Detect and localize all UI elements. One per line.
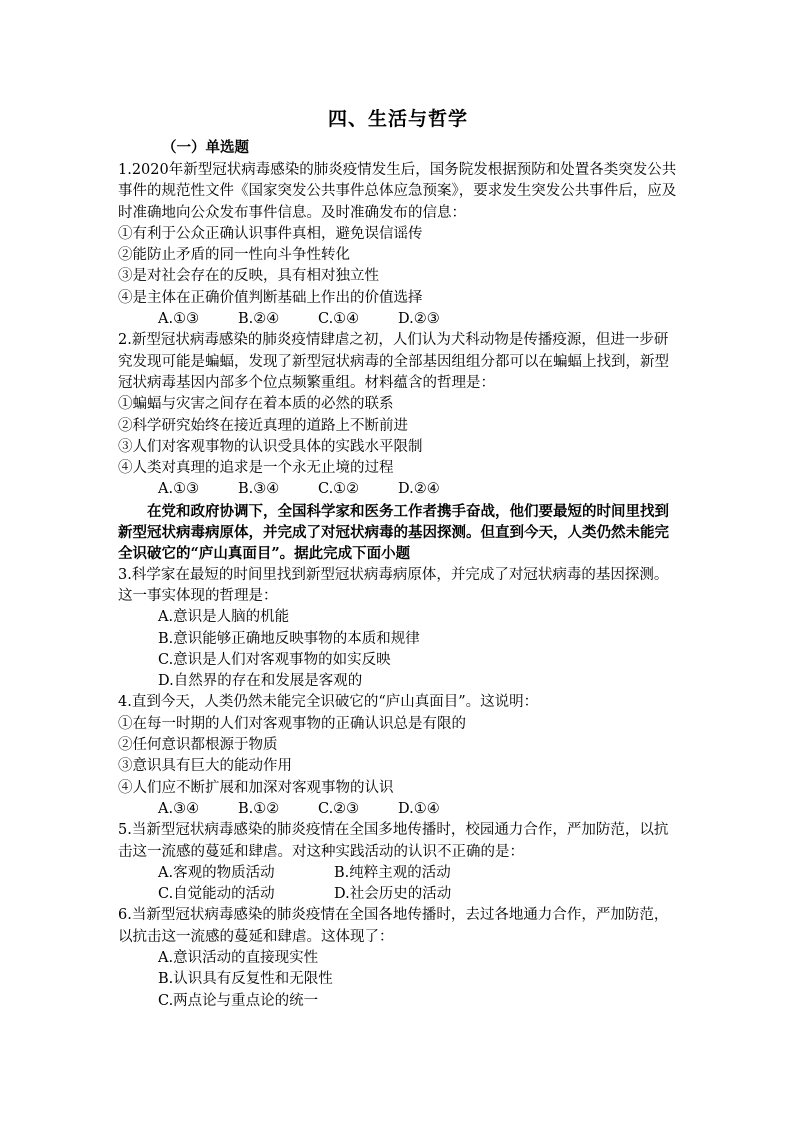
question-2-stem: 2.新型冠状病毒感染的肺炎疫情肆虐之初，人们认为犬科动物是传播疫源，但进一步研究发现可能是蝙蝠，发现了新型冠状病毒的全部基因组组分都可以在蝙蝠上找到，新型冠状病毒基因内部多个位点频繁重组。材料蕴含的哲理是： — [118, 332, 669, 391]
option-d: D.②③ — [398, 311, 440, 328]
option-b: B.②④ — [238, 311, 280, 328]
question-2-item: ①蝙蝠与灾害之间存在着本质的必然的联系 — [118, 396, 394, 413]
option-c: C.①④ — [318, 311, 360, 328]
option-d: D.②④ — [398, 481, 440, 498]
option-d: D.自然界的存在和发展是客观的 — [158, 673, 363, 690]
option-a: A.③④ — [158, 800, 200, 817]
question-4-item: ①在每一时期的人们对客观事物的正确认识总是有限的 — [118, 715, 466, 732]
question-2-item: ③人们对客观事物的认识受具体的实践水平限制 — [118, 438, 423, 455]
option-b: B.①② — [238, 800, 280, 817]
section-heading: （一）单选题 — [162, 139, 249, 156]
question-5-options-row-2 — [158, 884, 678, 905]
question-1-item: ③是对社会存在的反映，具有相对独立性 — [118, 268, 379, 285]
question-4-item: ③意识具有巨大的能动作用 — [118, 758, 292, 775]
option-d: D.社会历史的活动 — [334, 886, 452, 903]
question-4-item: ②任何意识都根源于物质 — [118, 737, 278, 754]
option-b: B.意识能够正确地反映事物的本质和规律 — [158, 630, 420, 647]
option-b: B.认识具有反复性和无限性 — [158, 971, 333, 988]
option-c: C.两点论与重点论的统一 — [158, 992, 319, 1009]
option-a: A.意识活动的直接现实性 — [158, 949, 319, 966]
question-1-stem: 1.2020年新型冠状病毒感染的肺炎疫情发生后，国务院发根据预防和处置各类突发公共事件的规范性文件《国家突发公共事件总体应急预案》，要求发生突发公共事件后，应及时准确地向公众发布事件信息。及时准确发布的信息： — [118, 162, 677, 221]
question-6-stem: 6.当新型冠状病毒感染的肺炎疫情在全国各地传播时，去过各地通力合作，严加防范，以抗击这一流感的蔓延和肆虐。这体现了： — [118, 907, 669, 945]
option-b: B.③④ — [238, 481, 280, 498]
reading-material: 在党和政府协调下，全国科学家和医务工作者携手奋战，他们要最短的时间里找到新型冠状病毒病原体，并完成了对冠状病毒的基因探测。但直到今天，人类仍然未能完全识破它的“庐山真面目”。据此完成下面小题 — [118, 502, 669, 563]
option-c: C.①② — [318, 481, 360, 498]
question-2-item: ②科学研究始终在接近真理的道路上不断前进 — [118, 417, 408, 434]
question-5-stem: 5.当新型冠状病毒感染的肺炎疫情在全国多地传播时，校园通力合作，严加防范，以抗击这一流感的蔓延和肆虐。对这种实践活动的认识不正确的是： — [118, 822, 669, 860]
option-b: B.纯粹主观的活动 — [334, 864, 451, 881]
question-1-options — [158, 309, 678, 330]
question-4-stem: 4.直到今天，人类仍然未能完全识破它的“庐山真面目”。这说明： — [118, 694, 539, 711]
question-1-item: ②能防止矛盾的同一性向斗争性转化 — [118, 247, 350, 264]
option-a: A.①③ — [158, 481, 200, 498]
option-d: D.①④ — [398, 800, 440, 817]
question-1-item: ④是主体在正确价值判断基础上作出的价值选择 — [118, 289, 423, 306]
document-content — [118, 104, 678, 1012]
option-c: C.意识是人们对客观事物的如实反映 — [158, 651, 391, 668]
option-a: A.意识是人脑的机能 — [158, 609, 290, 626]
question-2-options — [158, 479, 678, 500]
question-1-item: ①有利于公众正确认识事件真相，避免误信谣传 — [118, 225, 423, 242]
option-a: A.客观的物质活动 — [158, 864, 275, 881]
option-c: C.自觉能动的活动 — [158, 886, 275, 903]
page-title: 四、生活与哲学 — [327, 108, 468, 130]
question-2-item: ④人类对真理的追求是一个永无止境的过程 — [118, 460, 394, 477]
option-a: A.①③ — [158, 311, 200, 328]
question-5-options-row-1 — [158, 863, 678, 884]
question-3-stem: 3.科学家在最短的时间里找到新型冠状病毒病原体，并完成了对冠状病毒的基因探测。这一事实体现的哲理是： — [118, 566, 669, 604]
question-4-options — [158, 799, 678, 820]
question-4-item: ④人们应不断扩展和加深对客观事物的认识 — [118, 779, 394, 796]
option-c: C.②③ — [318, 800, 360, 817]
